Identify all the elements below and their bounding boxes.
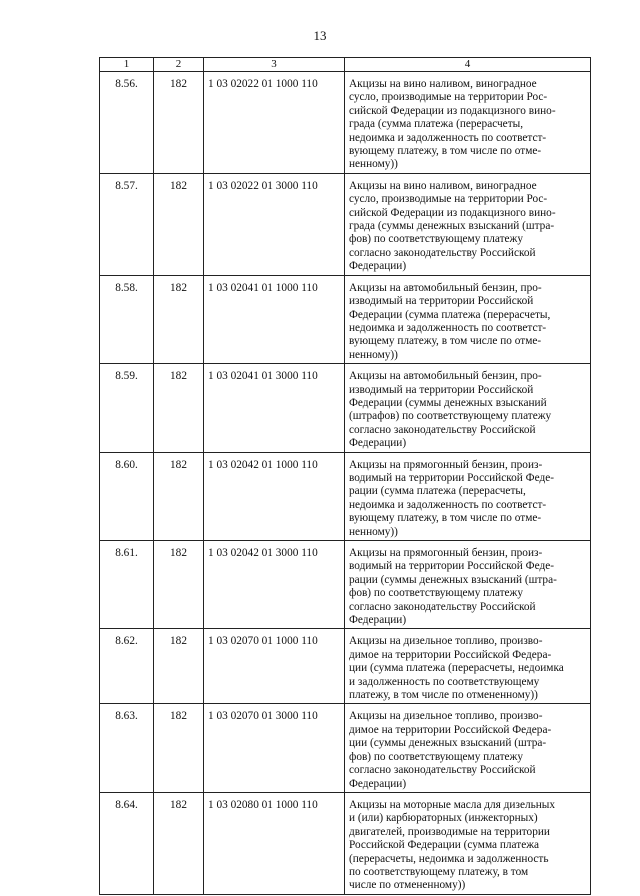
kbk-code-cell: 1 03 02022 01 1000 110 (204, 72, 345, 174)
description-line: согласно законодательству Российской (349, 423, 536, 436)
description-line: Федерации) (349, 614, 407, 627)
description-line: ции (суммы денежных взысканий (штра- (349, 737, 547, 750)
description-line: недоимка и задолженность по соответст- (349, 321, 547, 334)
description-cell (345, 629, 591, 704)
description-line: ции (сумма платежа (перерасчеты, недоимка (349, 662, 564, 675)
row-number-cell: 8.56. (100, 72, 154, 174)
description-line: по соответствующему платежу, в том (349, 865, 529, 878)
description-line: Акцизы на автомобильный бензин, про- (349, 370, 542, 383)
description-line: недоимка и задолженность по соответст- (349, 131, 547, 144)
admin-code-cell: 182 (154, 173, 204, 275)
description-line: и задолженность по соответствующему (349, 675, 540, 688)
description-line: вующему платежу, в том числе по отме- (349, 512, 542, 525)
description-cell (345, 541, 591, 629)
description-line: Федерации) (349, 260, 407, 273)
admin-code-cell: 182 (154, 72, 204, 174)
kbk-code-cell: 1 03 02041 01 1000 110 (204, 275, 345, 363)
admin-code-cell: 182 (154, 275, 204, 363)
description-line: Российской Федерации (сумма платежа (349, 839, 540, 852)
table-body (100, 72, 591, 895)
description-line: рации (суммы денежных взысканий (штра- (349, 573, 557, 586)
kbk-code-cell: 1 03 02070 01 3000 110 (204, 704, 345, 792)
description-line: согласно законодательству Российской (349, 764, 536, 777)
description-line: рации (сумма платежа (перерасчеты, (349, 485, 526, 498)
admin-code-cell: 182 (154, 704, 204, 792)
description-line: двигателей, производимые на территории (349, 825, 550, 838)
description-line: Акцизы на прямогонный бензин, произ- (349, 458, 543, 471)
description-cell (345, 275, 591, 363)
description-line: вующему платежу, в том числе по отме- (349, 335, 542, 348)
row-number-cell: 8.60. (100, 452, 154, 540)
description-line: ненному)) (349, 348, 398, 361)
column-header-2: 2 (154, 58, 204, 72)
admin-code-cell: 182 (154, 792, 204, 894)
description-cell (345, 72, 591, 174)
description-line: платежу, в том числе по отмененному)) (349, 689, 538, 702)
description-cell (345, 452, 591, 540)
description-line: Федерации (сумма платежа (перерасчеты, (349, 308, 551, 321)
description-line: изводимый на территории Российской (349, 383, 534, 396)
description-line: ненному)) (349, 525, 398, 538)
kbk-code-cell: 1 03 02022 01 3000 110 (204, 173, 345, 275)
row-number-cell: 8.62. (100, 629, 154, 704)
description-line: вующему платежу, в том числе по отме- (349, 145, 542, 158)
description-line: Акцизы на дизельное топливо, произво- (349, 710, 543, 723)
description-line: града (сумма платежа (перерасчеты, (349, 118, 524, 131)
table-row (100, 541, 591, 629)
description-line: согласно законодательству Российской (349, 246, 536, 259)
row-number-cell: 8.61. (100, 541, 154, 629)
description-line: Акцизы на вино наливом, виноградное (349, 78, 537, 90)
description-line: и (или) карбюраторных (инжекторных) (349, 812, 538, 825)
description-line: изводимый на территории Российской (349, 295, 534, 308)
table-row (100, 452, 591, 540)
table-row (100, 72, 591, 174)
description-line: сийской Федерации из подакцизного вино- (349, 206, 556, 219)
description-line: ненному)) (349, 158, 398, 171)
description-line: Акцизы на прямогонный бензин, произ- (349, 547, 543, 559)
description-cell (345, 173, 591, 275)
description-line: града (суммы денежных взысканий (штра- (349, 220, 555, 233)
kbk-code-cell: 1 03 02080 01 1000 110 (204, 792, 345, 894)
description-line: Акцизы на моторные масла для дизельных (349, 798, 556, 811)
table-row (100, 173, 591, 275)
description-line: фов) по соответствующему платежу (349, 587, 523, 600)
description-line: фов) по соответствующему платежу (349, 233, 523, 246)
row-number-cell: 8.59. (100, 364, 154, 452)
column-header-3: 3 (204, 58, 345, 72)
table-row (100, 704, 591, 792)
description-line: Федерации) (349, 777, 407, 790)
admin-code-cell: 182 (154, 452, 204, 540)
description-cell (345, 364, 591, 452)
description-line: сусло, производимые на территории Рос- (349, 193, 548, 206)
description-cell (345, 704, 591, 792)
table-row (100, 364, 591, 452)
description-line: числе по отмененному)) (349, 879, 466, 892)
kbk-code-cell: 1 03 02070 01 1000 110 (204, 629, 345, 704)
description-line: (штрафов) по соответствующему платежу (349, 410, 552, 423)
row-number-cell: 8.63. (100, 704, 154, 792)
description-line: водимый на территории Российской Феде- (349, 560, 554, 573)
description-line: Федерации (суммы денежных взысканий (349, 396, 547, 409)
table-row (100, 275, 591, 363)
kbk-code-cell: 1 03 02042 01 1000 110 (204, 452, 345, 540)
budget-codes-table (99, 57, 591, 895)
admin-code-cell: 182 (154, 541, 204, 629)
row-number-cell: 8.58. (100, 275, 154, 363)
description-line: (перерасчеты, недоимка и задолженность (349, 852, 549, 865)
description-line: водимый на территории Российской Феде- (349, 471, 554, 484)
description-line: фов) по соответствующему платежу (349, 750, 523, 763)
kbk-code-cell: 1 03 02041 01 3000 110 (204, 364, 345, 452)
description-line: Акцизы на автомобильный бензин, про- (349, 281, 542, 294)
page-number: 13 (313, 28, 327, 43)
description-line: недоимка и задолженность по соответст- (349, 498, 547, 511)
description-line: согласно законодательству Российской (349, 600, 536, 613)
row-number-cell: 8.64. (100, 792, 154, 894)
admin-code-cell: 182 (154, 629, 204, 704)
description-cell (345, 792, 591, 894)
table-row (100, 629, 591, 704)
description-line: Акцизы на вино наливом, виноградное (349, 179, 537, 192)
row-number-cell: 8.57. (100, 173, 154, 275)
column-header-4: 4 (345, 58, 591, 72)
description-line: димое на территории Российской Федера- (349, 723, 552, 736)
admin-code-cell: 182 (154, 364, 204, 452)
table-header-row (100, 58, 591, 72)
description-line: Акцизы на дизельное топливо, произво- (349, 635, 543, 648)
description-line: сийской Федерации из подакцизного вино- (349, 104, 556, 117)
description-line: димое на территории Российской Федера- (349, 648, 552, 661)
kbk-code-cell: 1 03 02042 01 3000 110 (204, 541, 345, 629)
description-line: Федерации) (349, 437, 407, 450)
description-line: сусло, производимые на территории Рос- (349, 91, 548, 104)
table-row (100, 792, 591, 894)
column-header-1: 1 (100, 58, 154, 72)
